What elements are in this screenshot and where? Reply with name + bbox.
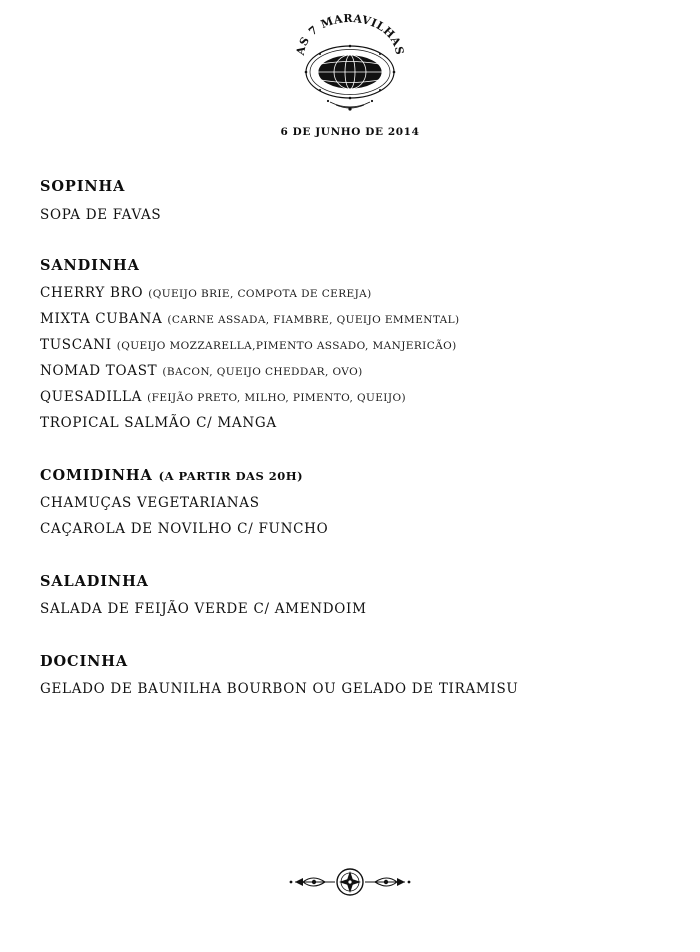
menu-item-description: (QUEIJO BRIE, COMPOTA DE CEREJA) (148, 288, 372, 300)
menu-item (40, 389, 660, 405)
menu-item-name: SALADA DE FEIJÃO VERDE C/ AMENDOIM (40, 601, 367, 617)
menu-item-name: CHAMUÇAS VEGETARIANAS (40, 495, 260, 511)
section-title-text: COMIDINHA (40, 467, 153, 484)
svg-text:AS 7 MARAVILHAS: AS 7 MARAVILHAS (293, 12, 407, 57)
section-title-sandinha (40, 257, 660, 274)
section-title-sopinha (40, 178, 660, 195)
menu-section-sopinha (40, 178, 660, 223)
menu-item (40, 311, 660, 327)
menu-item (40, 285, 660, 301)
menu-item (40, 601, 660, 617)
menu-section-docinha (40, 653, 660, 697)
menu-item (40, 681, 660, 697)
section-title-comidinha (40, 467, 660, 484)
menu-item-description: (BACON, QUEIJO CHEDDAR, OVO) (162, 366, 363, 378)
menu-item-name: NOMAD TOAST (40, 363, 158, 379)
menu-item-name: CAÇAROLA DE NOVILHO C/ FUNCHO (40, 521, 329, 537)
section-title-text: SALADINHA (40, 573, 149, 590)
compass-rose-divider-ornament (245, 865, 455, 904)
menu-item-description: (CARNE ASSADA, FIAMBRE, QUEIJO EMMENTAL) (167, 314, 460, 326)
menu-item-name: QUESADILLA (40, 389, 143, 405)
section-title-saladinha (40, 573, 660, 590)
menu-item (40, 415, 660, 431)
menu-item-description: (FEIJÃO PRETO, MILHO, PIMENTO, QUEIJO) (147, 392, 406, 404)
section-title-text: DOCINHA (40, 653, 129, 670)
menu-item-name: TUSCANI (40, 337, 112, 353)
footer-ornament-container (0, 865, 700, 904)
menu-section-saladinha (40, 573, 660, 617)
menu-item-name: GELADO DE BAUNILHA BOURBON OU GELADO DE TIRAMISU (40, 681, 519, 697)
menu-item (40, 207, 660, 223)
menu-item (40, 495, 660, 511)
menu-date: 6 DE JUNHO DE 2014 (280, 126, 420, 138)
section-title-text: SOPINHA (40, 178, 126, 195)
section-title-note: (A PARTIR DAS 20H) (158, 469, 304, 483)
menu-section-comidinha (40, 467, 660, 537)
menu-item-name: SOPA DE FAVAS (40, 207, 162, 223)
menu-item-name: TROPICAL SALMÃO C/ MANGA (40, 415, 277, 431)
menu-item-name: CHERRY BRO (40, 285, 144, 301)
menu-item (40, 521, 660, 537)
menu-item (40, 337, 660, 353)
section-title-text: SANDINHA (40, 257, 140, 274)
menu-sections (0, 178, 700, 697)
menu-item-name: MIXTA CUBANA (40, 311, 163, 327)
logo-container (0, 0, 700, 116)
menu-section-sandinha (40, 257, 660, 431)
menu-item-description: (QUEIJO MOZZARELLA,PIMENTO ASSADO, MANJERICÃO) (116, 340, 457, 352)
as-7-maravilhas-logo (290, 12, 410, 116)
section-title-docinha (40, 653, 660, 670)
menu-item (40, 363, 660, 379)
